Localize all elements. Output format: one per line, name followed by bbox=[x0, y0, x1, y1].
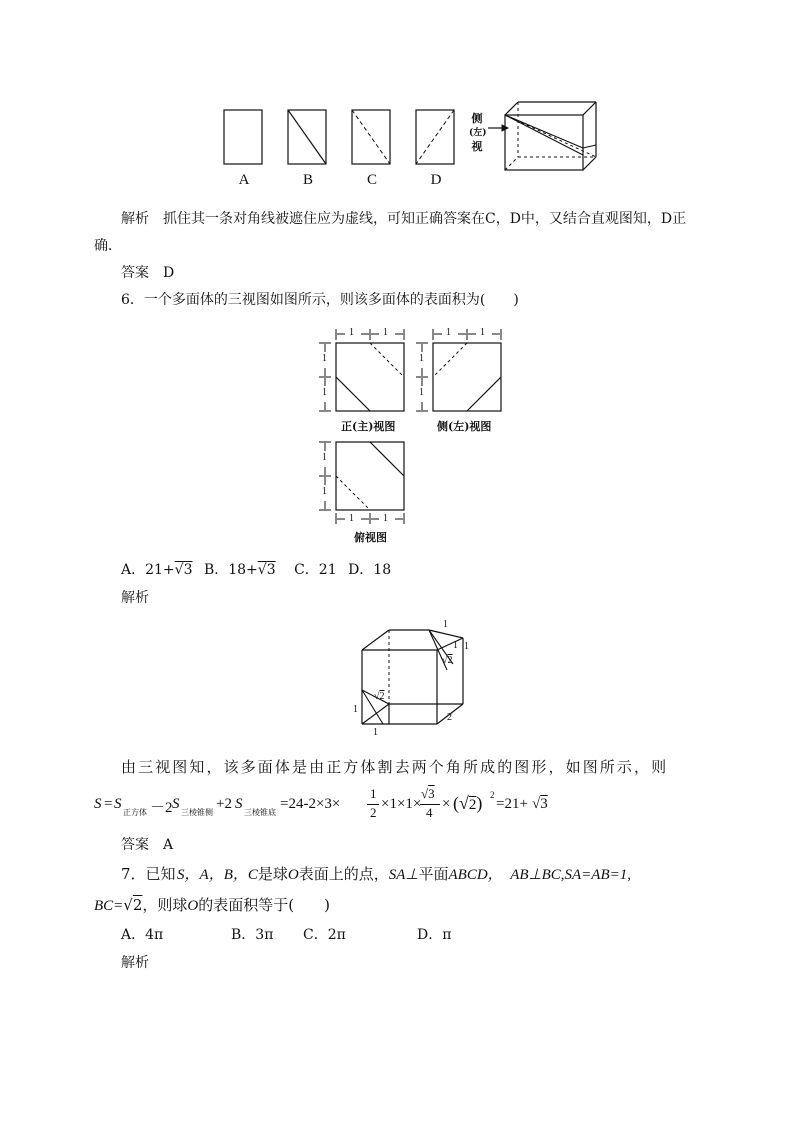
q5-answer-value: D bbox=[163, 265, 175, 281]
top-dim-left-top: 1 bbox=[322, 452, 327, 463]
formula-frac2-num: √3 bbox=[421, 786, 435, 801]
side-dim-left-bottom: 1 bbox=[419, 387, 424, 398]
cube-label-1-diag: 1 bbox=[453, 640, 458, 651]
formula-eq: = bbox=[104, 796, 113, 812]
side-dim-top-right: 1 bbox=[480, 327, 485, 338]
formula-part2: ×1×1× bbox=[381, 796, 422, 812]
formula-frac2-den: 4 bbox=[426, 805, 433, 820]
front-dim-top-right: 1 bbox=[383, 327, 388, 338]
formula-frac1-num: 1 bbox=[370, 786, 377, 801]
option-b-label: B bbox=[302, 172, 313, 188]
formula-frac1-den: 2 bbox=[370, 805, 377, 820]
q5-analysis-label: 解析 bbox=[121, 211, 149, 227]
q7-option-d: D．π bbox=[417, 927, 452, 943]
q7-option-b: B．3π bbox=[231, 927, 274, 943]
q6-option-a: A．21+√3 bbox=[121, 562, 193, 578]
formula-S: S bbox=[94, 796, 102, 812]
formula-plus2: +2 bbox=[216, 796, 232, 812]
top-view-caption: 俯视图 bbox=[354, 531, 387, 544]
cube-label-sqrt2-bottom: √2 bbox=[374, 691, 385, 702]
q6-side-view bbox=[413, 325, 508, 420]
q7-option-a: A．4π bbox=[121, 927, 164, 943]
side-dim-left-top: 1 bbox=[419, 353, 424, 364]
q5-analysis-line2: 确． bbox=[94, 238, 122, 254]
option-a-label: A bbox=[238, 172, 250, 188]
front-view-caption: 正(主)视图 bbox=[341, 420, 396, 433]
q7-analysis-label: 解析 bbox=[121, 955, 149, 971]
formula-minus2: －2 bbox=[150, 800, 173, 816]
formula-part1: =24-2×3× bbox=[280, 796, 341, 812]
cube-label-2: 2 bbox=[447, 712, 452, 723]
option-c-dashed-diagonal bbox=[352, 110, 390, 164]
option-a-rect bbox=[224, 110, 262, 164]
formula-sub-side: 三棱锥侧 bbox=[181, 808, 213, 817]
option-d-label: D bbox=[430, 172, 442, 188]
q6-answer-value: A bbox=[163, 837, 174, 853]
side-view-caption: 侧(左)视图 bbox=[437, 420, 492, 433]
q7-line1: 7．已知 S，A，B，C是球O表面上的点，SA⊥平面ABCD， AB⊥BC,SA=AB=1, bbox=[121, 865, 631, 883]
q5-answer-label: 答案 bbox=[121, 265, 149, 281]
q6-option-d: D．18 bbox=[348, 562, 392, 578]
front-dim-top-left: 1 bbox=[349, 327, 354, 338]
formula-sub-base: 三棱锥底 bbox=[244, 808, 276, 817]
q5-analysis-text: 抓住其一条对角线被遮住应为虚线，可知正确答案在C，D中，又结合直观图知，D正 bbox=[163, 211, 687, 227]
q7-line2: BC=√2，则球O的表面积等于( ) bbox=[94, 896, 330, 914]
front-dim-left-top: 1 bbox=[322, 353, 327, 364]
front-dim-left-bottom: 1 bbox=[322, 387, 327, 398]
option-d-dashed-diagonal bbox=[416, 110, 454, 164]
top-dim-left-bottom: 1 bbox=[322, 486, 327, 497]
formula-S-base: S bbox=[235, 796, 243, 812]
q5-options-figure bbox=[215, 100, 475, 175]
formula-S-side: S bbox=[172, 796, 180, 812]
option-c-label: C bbox=[366, 172, 377, 188]
cube-label-1-top: 1 bbox=[443, 619, 448, 630]
cube-label-1-bottom: 1 bbox=[373, 727, 378, 738]
formula-root3: √3 bbox=[532, 796, 548, 812]
q6-options bbox=[121, 560, 391, 580]
side-dim-top-left: 1 bbox=[446, 327, 451, 338]
q6-explanation: 由三视图知，该多面体是由正方体割去两个角所成的图形，如图所示，则 bbox=[121, 758, 669, 776]
side-view-label: 侧 (左) 视 bbox=[469, 112, 487, 153]
q5-analysis-line1 bbox=[121, 209, 686, 229]
q6-answer bbox=[121, 835, 173, 855]
q6-option-c: C．21 bbox=[294, 562, 337, 578]
q6-stem: 6．一个多面体的三视图如图所示，则该多面体的表面积为( ) bbox=[121, 292, 519, 308]
formula-part4: =21+ bbox=[496, 796, 528, 812]
q7-option-c: C．2π bbox=[303, 927, 346, 943]
q6-front-view bbox=[316, 325, 411, 420]
formula-paren-root2: (√2) bbox=[453, 793, 483, 813]
formula-sub-cube: 正方体 bbox=[123, 808, 147, 817]
option-b-solid-diagonal bbox=[288, 110, 326, 164]
formula-exp: 2 bbox=[490, 790, 495, 800]
cube-label-1-right: 1 bbox=[464, 641, 469, 652]
q5-answer bbox=[121, 263, 174, 283]
q6-answer-label: 答案 bbox=[121, 837, 149, 853]
cube-label-sqrt2-top: √2 bbox=[442, 655, 453, 666]
q6-cube-figure bbox=[345, 620, 480, 740]
formula-part3: × bbox=[442, 796, 451, 812]
side-view-arrow-and-prism bbox=[486, 95, 611, 175]
formula-S-cube: S bbox=[114, 796, 122, 812]
top-dim-bottom-left: 1 bbox=[349, 513, 354, 524]
q6-option-b: B．18+√3 bbox=[203, 562, 276, 578]
q7-options bbox=[121, 925, 451, 945]
cube-label-1-left: 1 bbox=[353, 704, 358, 715]
top-dim-bottom-right: 1 bbox=[383, 513, 388, 524]
q6-analysis-label: 解析 bbox=[121, 590, 149, 606]
q6-top-view bbox=[316, 438, 411, 533]
